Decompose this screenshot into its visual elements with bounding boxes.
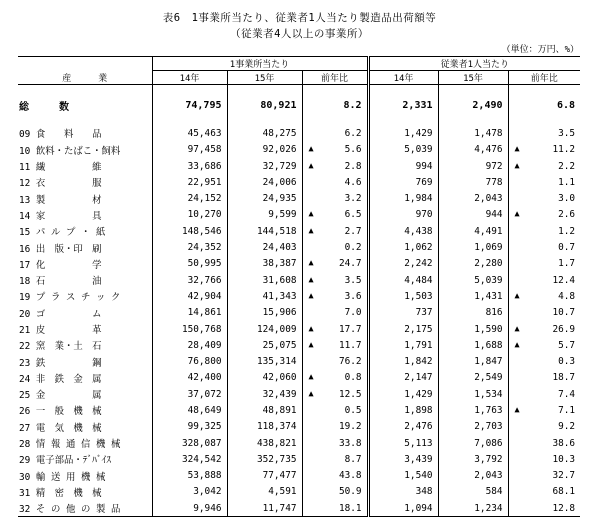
spacer-row — [18, 113, 580, 125]
per-establishment-14: 97,458 — [152, 142, 227, 158]
change-value: 33.8 — [338, 437, 362, 449]
change-value: 6.2 — [344, 127, 362, 139]
per-establishment-15: 118,374 — [227, 419, 302, 435]
decrease-marker: ▲ — [514, 404, 520, 415]
per-employee-15: 816 — [438, 305, 508, 321]
per-employee-change — [508, 125, 580, 141]
per-establishment-15: 42,060 — [227, 370, 302, 386]
per-establishment-14: 42,400 — [152, 370, 227, 386]
header-b-change: 前年比 — [508, 71, 580, 85]
per-employee-change — [508, 256, 580, 272]
header-per-employee: 従業者1人当たり — [368, 57, 580, 71]
per-employee-change — [508, 190, 580, 206]
per-establishment-change — [302, 239, 368, 255]
table-row — [18, 125, 580, 141]
change-value: 3.5 — [344, 274, 362, 286]
per-establishment-15: 25,075 — [227, 337, 302, 353]
industry-label: 総 数 — [19, 101, 69, 113]
per-establishment-change — [302, 370, 368, 386]
industry-label: 15 パ ル プ ・ 紙 — [19, 227, 106, 239]
decrease-marker: ▲ — [308, 274, 314, 285]
per-establishment-change — [302, 256, 368, 272]
industry-label: 25 金 属 — [19, 390, 102, 402]
per-establishment-change — [302, 468, 368, 484]
change-value: 7.0 — [344, 307, 362, 319]
per-employee-15: 2,703 — [438, 419, 508, 435]
per-establishment-14: 32,766 — [152, 272, 227, 288]
change-value: 3.0 — [558, 193, 576, 205]
per-employee-14: 1,062 — [368, 239, 438, 255]
per-employee-14: 1,540 — [368, 468, 438, 484]
industry-label: 11 繊 維 — [19, 162, 102, 174]
per-establishment-14: 328,087 — [152, 435, 227, 451]
per-establishment-15: 31,608 — [227, 272, 302, 288]
table-row — [18, 386, 580, 402]
decrease-marker: ▲ — [514, 209, 520, 220]
per-employee-15: 1,847 — [438, 353, 508, 369]
header-a-15: 15年 — [227, 71, 302, 85]
per-employee-14: 1,842 — [368, 353, 438, 369]
change-value: 0.8 — [344, 372, 362, 384]
table-row — [18, 468, 580, 484]
spacer-row — [18, 85, 580, 98]
per-employee-14: 348 — [368, 484, 438, 500]
table-row — [18, 353, 580, 369]
header-category: 産 業 — [18, 71, 152, 85]
per-establishment-15: 38,387 — [227, 256, 302, 272]
per-employee-change — [508, 97, 580, 113]
per-employee-14: 5,113 — [368, 435, 438, 451]
per-employee-15: 2,490 — [438, 97, 508, 113]
per-employee-change — [508, 288, 580, 304]
per-employee-change — [508, 419, 580, 435]
change-value: 6.8 — [556, 99, 576, 111]
per-establishment-15: 352,735 — [227, 451, 302, 467]
table-row — [18, 272, 580, 288]
per-employee-change — [508, 337, 580, 353]
per-employee-14: 3,439 — [368, 451, 438, 467]
change-value: 1.1 — [558, 176, 576, 188]
decrease-marker: ▲ — [514, 160, 520, 171]
table-row — [18, 223, 580, 239]
decrease-marker: ▲ — [308, 372, 314, 383]
per-establishment-15: 144,518 — [227, 223, 302, 239]
industry-label: 22 窯 業・土 石 — [19, 341, 102, 353]
change-value: 4.6 — [344, 176, 362, 188]
change-value: 7.1 — [558, 404, 576, 416]
table-row — [18, 435, 580, 451]
per-employee-change — [508, 451, 580, 467]
change-value: 38.6 — [552, 437, 576, 449]
per-establishment-change — [302, 419, 368, 435]
industry-label: 32 そ の 他 の 製 品 — [18, 500, 152, 517]
industry-label: 12 衣 服 — [19, 178, 102, 190]
change-value: 2.6 — [558, 209, 576, 221]
per-employee-change — [508, 207, 580, 223]
per-establishment-15: 438,821 — [227, 435, 302, 451]
per-employee-15: 1,688 — [438, 337, 508, 353]
per-establishment-14: 74,795 — [152, 97, 227, 113]
change-value: 26.9 — [552, 323, 576, 335]
table-title: 表6 1事業所当たり、従業者1人当たり製造品出荷額等 — [162, 12, 437, 24]
table-row — [18, 451, 580, 467]
per-employee-change — [508, 500, 580, 517]
shipments-table — [18, 56, 580, 517]
per-establishment-change — [302, 321, 368, 337]
per-employee-15: 4,491 — [438, 223, 508, 239]
per-establishment-change — [302, 402, 368, 418]
change-value: 18.7 — [552, 372, 576, 384]
per-establishment-14: 24,352 — [152, 239, 227, 255]
per-establishment-change — [302, 337, 368, 353]
change-value: 12.8 — [552, 502, 576, 514]
table-row — [18, 484, 580, 500]
per-establishment-14: 33,686 — [152, 158, 227, 174]
per-employee-15: 1,069 — [438, 239, 508, 255]
per-employee-change — [508, 223, 580, 239]
industry-label: 28 情 報 通 信 機 械 — [19, 439, 121, 451]
table-row — [18, 402, 580, 418]
header-a-change: 前年比 — [302, 71, 368, 85]
table-row — [18, 321, 580, 337]
per-establishment-change — [302, 500, 368, 517]
change-value: 4.8 — [558, 290, 576, 302]
table-row — [18, 500, 580, 517]
per-employee-change — [508, 174, 580, 190]
change-value: 0.3 — [558, 356, 576, 368]
change-value: 12.5 — [338, 388, 362, 400]
industry-label: 14 家 具 — [19, 210, 102, 222]
per-establishment-change — [302, 190, 368, 206]
per-employee-15: 584 — [438, 484, 508, 500]
industry-label: 27 電 気 機 械 — [19, 422, 102, 434]
per-employee-15: 778 — [438, 174, 508, 190]
per-establishment-14: 37,072 — [152, 386, 227, 402]
per-establishment-change — [302, 435, 368, 451]
per-establishment-change — [302, 386, 368, 402]
industry-label: 20 ゴ ム — [19, 308, 102, 320]
per-employee-change — [508, 435, 580, 451]
per-employee-15: 1,763 — [438, 402, 508, 418]
change-value: 5.7 — [558, 339, 576, 351]
decrease-marker: ▲ — [308, 290, 314, 301]
decrease-marker: ▲ — [308, 160, 314, 171]
per-employee-14: 4,438 — [368, 223, 438, 239]
industry-label: 19 プ ラ ス チ ッ ク — [19, 292, 121, 304]
change-value: 7.4 — [558, 388, 576, 400]
change-value: 24.7 — [338, 258, 362, 270]
per-establishment-change — [302, 125, 368, 141]
per-employee-change — [508, 305, 580, 321]
per-employee-14: 2,242 — [368, 256, 438, 272]
per-employee-change — [508, 142, 580, 158]
per-establishment-14: 50,995 — [152, 256, 227, 272]
per-employee-14: 1,094 — [368, 500, 438, 517]
change-value: 43.8 — [338, 470, 362, 482]
per-employee-15: 2,043 — [438, 190, 508, 206]
table-row — [18, 174, 580, 190]
per-employee-14: 737 — [368, 305, 438, 321]
per-establishment-15: 80,921 — [227, 97, 302, 113]
industry-label: 18 石 油 — [19, 276, 102, 288]
change-value: 0.5 — [344, 404, 362, 416]
per-establishment-change — [302, 142, 368, 158]
change-value: 10.7 — [552, 307, 576, 319]
per-establishment-14: 53,888 — [152, 468, 227, 484]
per-employee-change — [508, 370, 580, 386]
industry-label: 31 精 密 機 械 — [19, 487, 102, 499]
industry-label: 17 化 学 — [19, 259, 102, 271]
decrease-marker: ▲ — [308, 209, 314, 220]
per-establishment-15: 9,599 — [227, 207, 302, 223]
table-row — [18, 142, 580, 158]
per-employee-14: 970 — [368, 207, 438, 223]
change-value: 9.2 — [558, 421, 576, 433]
per-establishment-15: 32,439 — [227, 386, 302, 402]
change-value: 3.2 — [344, 193, 362, 205]
industry-label: 09 食 料 品 — [19, 129, 102, 141]
per-employee-15: 3,792 — [438, 451, 508, 467]
per-employee-change — [508, 321, 580, 337]
change-value: 8.7 — [344, 453, 362, 465]
per-employee-15: 1,234 — [438, 500, 508, 517]
per-establishment-14: 42,904 — [152, 288, 227, 304]
decrease-marker: ▲ — [308, 388, 314, 399]
per-employee-change — [508, 353, 580, 369]
per-employee-15: 2,043 — [438, 468, 508, 484]
per-establishment-15: 77,477 — [227, 468, 302, 484]
industry-label: 16 出 版・印 刷 — [19, 243, 102, 255]
per-employee-15: 944 — [438, 207, 508, 223]
change-value: 17.7 — [338, 323, 362, 335]
decrease-marker: ▲ — [514, 339, 520, 350]
change-value: 3.5 — [558, 127, 576, 139]
change-value: 1.2 — [558, 225, 576, 237]
industry-label: 24 非 鉄 金 属 — [19, 373, 102, 385]
per-employee-14: 1,984 — [368, 190, 438, 206]
per-establishment-14: 45,463 — [152, 125, 227, 141]
per-employee-change — [508, 402, 580, 418]
per-establishment-14: 24,152 — [152, 190, 227, 206]
decrease-marker: ▲ — [514, 144, 520, 155]
per-employee-15: 1,534 — [438, 386, 508, 402]
per-establishment-14: 48,649 — [152, 402, 227, 418]
unit-note: （単位：万円、%） — [501, 45, 579, 55]
per-employee-15: 2,549 — [438, 370, 508, 386]
change-value: 3.6 — [344, 290, 362, 302]
table-row — [18, 190, 580, 206]
per-employee-14: 2,331 — [368, 97, 438, 113]
per-establishment-15: 15,906 — [227, 305, 302, 321]
per-employee-14: 2,175 — [368, 321, 438, 337]
header-b-14: 14年 — [368, 71, 438, 85]
per-establishment-15: 48,275 — [227, 125, 302, 141]
per-establishment-14: 14,861 — [152, 305, 227, 321]
per-establishment-15: 4,591 — [227, 484, 302, 500]
per-employee-14: 2,147 — [368, 370, 438, 386]
per-establishment-15: 41,343 — [227, 288, 302, 304]
per-employee-change — [508, 158, 580, 174]
per-establishment-change — [302, 97, 368, 113]
industry-label: 21 皮 革 — [19, 325, 102, 336]
change-value: 11.7 — [338, 339, 362, 351]
per-employee-15: 5,039 — [438, 272, 508, 288]
change-value: 18.1 — [338, 502, 362, 514]
per-establishment-change — [302, 484, 368, 500]
per-establishment-15: 124,009 — [227, 321, 302, 337]
change-value: 12.4 — [552, 274, 576, 286]
per-establishment-15: 11,747 — [227, 500, 302, 517]
per-establishment-14: 148,546 — [152, 223, 227, 239]
change-value: 76.2 — [338, 356, 362, 368]
decrease-marker: ▲ — [514, 323, 520, 334]
decrease-marker: ▲ — [308, 323, 314, 334]
header-b-15: 15年 — [438, 71, 508, 85]
change-value: 19.2 — [338, 421, 362, 433]
per-establishment-14: 10,270 — [152, 207, 227, 223]
per-employee-15: 972 — [438, 158, 508, 174]
per-employee-change — [508, 386, 580, 402]
per-establishment-15: 24,006 — [227, 174, 302, 190]
per-employee-15: 7,086 — [438, 435, 508, 451]
per-establishment-14: 3,042 — [152, 484, 227, 500]
per-employee-15: 1,590 — [438, 321, 508, 337]
table-subtitle: （従業者4人以上の事業所） — [230, 28, 369, 40]
per-establishment-change — [302, 353, 368, 369]
per-employee-change — [508, 484, 580, 500]
total-row — [18, 97, 580, 113]
change-value: 10.3 — [552, 453, 576, 465]
per-establishment-15: 24,935 — [227, 190, 302, 206]
decrease-marker: ▲ — [308, 144, 314, 155]
per-employee-14: 2,476 — [368, 419, 438, 435]
table-row — [18, 239, 580, 255]
decrease-marker: ▲ — [308, 339, 314, 350]
per-establishment-14: 22,951 — [152, 174, 227, 190]
per-employee-14: 5,039 — [368, 142, 438, 158]
per-establishment-14: 99,325 — [152, 419, 227, 435]
industry-label: 13 製 材 — [19, 194, 102, 206]
per-establishment-14: 28,409 — [152, 337, 227, 353]
table-row — [18, 207, 580, 223]
per-establishment-14: 9,946 — [152, 500, 227, 517]
per-employee-change — [508, 239, 580, 255]
header-a-14: 14年 — [152, 71, 227, 85]
per-establishment-14: 76,800 — [152, 353, 227, 369]
per-employee-14: 1,791 — [368, 337, 438, 353]
change-value: 68.1 — [552, 486, 576, 498]
change-value: 2.7 — [344, 225, 362, 237]
decrease-marker: ▲ — [308, 225, 314, 236]
per-employee-14: 1,503 — [368, 288, 438, 304]
per-employee-change — [508, 468, 580, 484]
industry-label: 10 飲料・たばこ・飼料 — [19, 145, 121, 157]
change-value: 2.8 — [344, 160, 362, 172]
industry-label: 29 電子部品・ﾃﾞﾊﾞｲｽ — [19, 455, 111, 467]
per-establishment-14: 150,768 — [152, 321, 227, 337]
per-establishment-15: 92,026 — [227, 142, 302, 158]
per-establishment-change — [302, 174, 368, 190]
per-establishment-change — [302, 272, 368, 288]
change-value: 6.5 — [344, 209, 362, 221]
per-employee-change — [508, 272, 580, 288]
per-employee-15: 2,280 — [438, 256, 508, 272]
table-row — [18, 337, 580, 353]
per-establishment-14: 324,542 — [152, 451, 227, 467]
change-value: 1.7 — [558, 258, 576, 270]
change-value: 0.2 — [344, 242, 362, 254]
header-per-establishment: 1事業所当たり — [152, 57, 368, 71]
per-employee-15: 4,476 — [438, 142, 508, 158]
per-establishment-15: 48,891 — [227, 402, 302, 418]
per-establishment-change — [302, 207, 368, 223]
per-employee-14: 1,429 — [368, 125, 438, 141]
per-establishment-15: 24,403 — [227, 239, 302, 255]
change-value: 8.2 — [343, 99, 362, 111]
change-value: 5.6 — [344, 144, 362, 156]
per-establishment-15: 135,314 — [227, 353, 302, 369]
per-employee-15: 1,431 — [438, 288, 508, 304]
change-value: 50.9 — [338, 486, 362, 498]
table-row — [18, 305, 580, 321]
per-establishment-change — [302, 451, 368, 467]
table-row — [18, 288, 580, 304]
per-establishment-change — [302, 288, 368, 304]
industry-label: 26 一 般 機 械 — [19, 406, 102, 418]
industry-label: 23 鉄 鋼 — [19, 357, 102, 369]
change-value: 32.7 — [552, 470, 576, 482]
decrease-marker: ▲ — [514, 290, 520, 301]
per-employee-15: 1,478 — [438, 125, 508, 141]
change-value: 0.7 — [558, 242, 576, 254]
per-establishment-15: 32,729 — [227, 158, 302, 174]
change-value: 11.2 — [552, 144, 576, 156]
table-row — [18, 256, 580, 272]
industry-label: 30 輸 送 用 機 械 — [19, 471, 106, 483]
table-row — [18, 370, 580, 386]
per-employee-14: 994 — [368, 158, 438, 174]
per-employee-14: 1,429 — [368, 386, 438, 402]
decrease-marker: ▲ — [308, 258, 314, 269]
change-value: 2.2 — [558, 160, 576, 172]
table-row — [18, 419, 580, 435]
per-employee-14: 769 — [368, 174, 438, 190]
per-employee-14: 1,898 — [368, 402, 438, 418]
per-establishment-change — [302, 305, 368, 321]
table-row — [18, 158, 580, 174]
per-employee-14: 4,484 — [368, 272, 438, 288]
per-establishment-change — [302, 223, 368, 239]
per-establishment-change — [302, 158, 368, 174]
